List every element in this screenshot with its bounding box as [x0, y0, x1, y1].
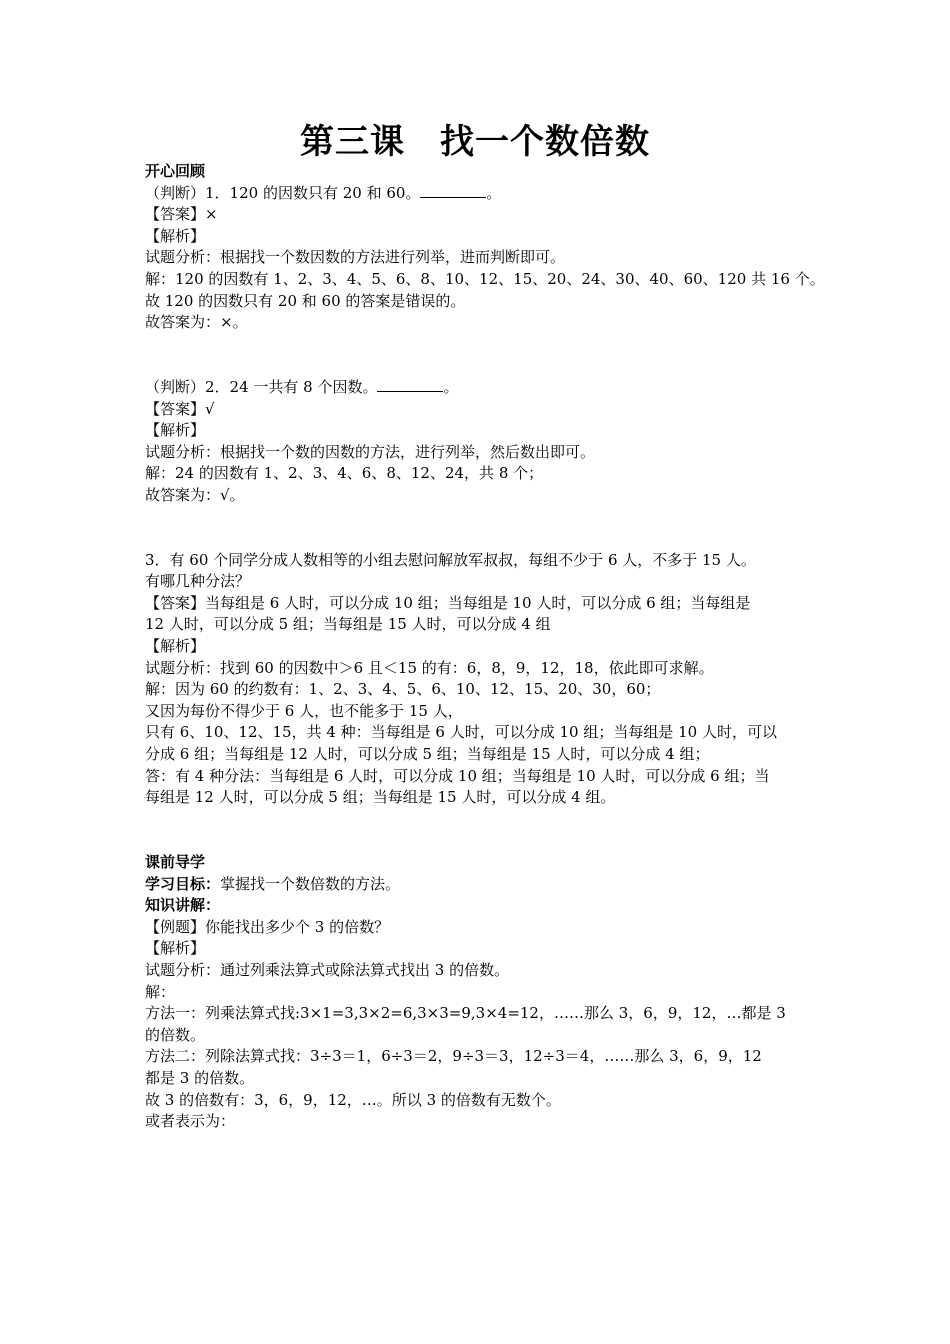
example-analysis-line: 都是 3 的倍数。: [145, 1068, 255, 1087]
example-analysis-line: 试题分析：通过列乘法算式或除法算式找出 3 的倍数。: [145, 960, 510, 979]
question-3-analysis-line: 每组是 12 人时，可以分成 5 组；当每组是 15 人时，可以分成 4 组。: [145, 788, 616, 807]
question-2-analysis-line: 故答案为：√。: [145, 485, 245, 504]
example-analysis-line: 或者表示为：: [145, 1112, 236, 1131]
question-2-analysis-label: 【解析】: [145, 421, 206, 440]
page-title: 第三课 找一个数倍数: [300, 122, 650, 162]
question-2-text: （判断）2．24 一共有 8 个因数。: [145, 377, 378, 396]
example-analysis-line: 解：: [145, 982, 176, 1001]
example-analysis-line: 方法一：列乘法算式找:3×1=3,3×2=6,3×3=9,3×4=12，……那么 3，6，9，12，…都是 3: [145, 1004, 786, 1023]
example-analysis-line: 方法二：列除法算式找：3÷3＝1，6÷3＝2，9÷3＝3，12÷3＝4，……那么 3，6，9，12: [145, 1047, 762, 1066]
question-3-line: 有哪几种分法？: [145, 572, 251, 591]
question-2-answer: 【答案】√: [145, 399, 215, 418]
learning-goal: [145, 874, 817, 896]
question-3-analysis-line: 解：因为 60 的约数有：1、2、3、4、5、6、10、12、15、20、30，60；: [145, 680, 661, 699]
learning-goal-text: 掌握找一个数倍数的方法。: [220, 874, 401, 893]
question-1-analysis-label: 【解析】: [145, 226, 206, 245]
question-2-analysis-line: 解：24 的因数有 1、2、3、4、6、8、12、24，共 8 个；: [145, 464, 544, 483]
question-1-analysis-line: 故 120 的因数只有 20 和 60 的答案是错误的。: [145, 291, 466, 310]
question-1: [145, 183, 817, 205]
question-1-text: （判断）1．120 的因数只有 20 和 60。: [145, 183, 421, 202]
document-body: [145, 161, 825, 1133]
question-1-analysis-line: 故答案为：×。: [145, 313, 248, 332]
answer-blank: [420, 183, 486, 198]
question-3-analysis-label: 【解析】: [145, 637, 206, 656]
question-3-answer-line: 【答案】当每组是 6 人时，可以分成 10 组；当每组是 10 人时，可以分成 6 组；当每组是: [145, 593, 751, 612]
section-heading-review: 开心回顾: [145, 162, 206, 180]
question-3-answer-line: 12 人时，可以分成 5 组；当每组是 15 人时，可以分成 4 组: [145, 615, 551, 634]
knowledge-label: 知识讲解：: [145, 896, 221, 915]
example-analysis-label: 【解析】: [145, 939, 206, 958]
example-question: 【例题】你能找出多少个 3 的倍数？: [145, 917, 390, 936]
section-heading-preview: 课前导学: [145, 853, 206, 871]
question-3-analysis-line: 分成 6 组；当每组是 12 人时，可以分成 5 组；当每组是 15 人时，可以分成 4 组；: [145, 745, 710, 764]
question-3-analysis-line: 又因为每份不得少于 6 人，也不能多于 15 人，: [145, 701, 463, 720]
answer-blank: [377, 377, 443, 392]
question-2-analysis-line: 试题分析：根据找一个数的因数的方法，进行列举，然后数出即可。: [145, 442, 596, 461]
question-1-analysis-line: 解：120 的因数有 1、2、3、4、5、6、8、10、12、15、20、24、30、40、60、120 共 16 个。: [145, 269, 825, 288]
question-1-suffix: 。: [486, 183, 502, 202]
question-3-analysis-line: 只有 6、10、12、15，共 4 种：当每组是 6 人时，可以分成 10 组；当每组是 10 人时，可以: [145, 723, 777, 742]
question-3-line: 3．有 60 个同学分成人数相等的小组去慰问解放军叔叔，每组不少于 6 人，不多于 15 人。: [145, 550, 756, 569]
question-2: [145, 377, 817, 399]
question-1-answer: 【答案】×: [145, 205, 218, 224]
learning-goal-label: 学习目标：: [145, 874, 221, 893]
question-1-analysis-line: 试题分析：根据找一个数因数的方法进行列举，进而判断即可。: [145, 248, 566, 267]
example-analysis-line: 故 3 的倍数有：3，6，9，12，…。所以 3 的倍数有无数个。: [145, 1090, 561, 1109]
question-3-analysis-line: 答：有 4 种分法：当每组是 6 人时，可以分成 10 组；当每组是 10 人时，可以分成 6 组；当: [145, 766, 770, 785]
example-analysis-line: 的倍数。: [145, 1025, 206, 1044]
question-2-suffix: 。: [443, 377, 459, 396]
question-3-analysis-line: 试题分析：找到 60 的因数中＞6 且＜15 的有：6，8，9，12，18，依此即可求解。: [145, 658, 714, 677]
